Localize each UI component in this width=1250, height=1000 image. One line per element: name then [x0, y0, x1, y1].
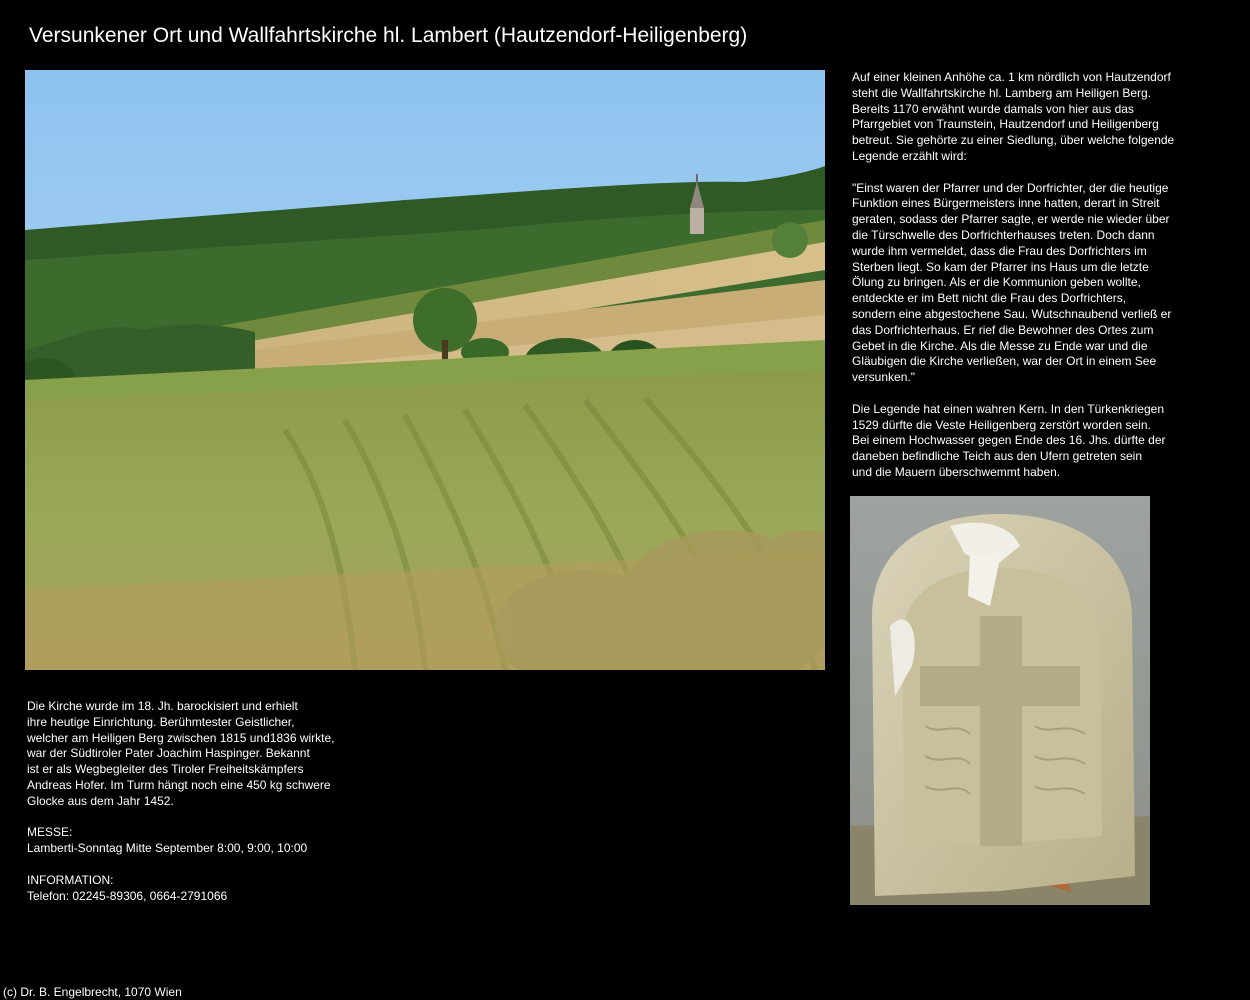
legend-paragraph: "Einst waren der Pfarrer und der Dorfrichter, der die heutige Funktion eines Bürgermeisters inne hatten, derart in Streit geraten, sodass der Pfarrer sagte, er werde nie wieder über die Türschwelle des Dorfrichterhauses treten. Doch dann wurde ihm vermeldet, dass die Frau des Dorfrichters im Sterben liegt. So kam der Pfarrer ins Haus um die letzte Ölung zu bringen. Als er die Kommunion geben wollte, entdeckte er im Bett nicht die Frau des Dorfrichters, sondern eine abgestochene Sau. Wutschnaubend verließ er das Dorfrichterhaus. Er rief die Bewohner des Ortes zum Gebet in die Kirche. Als die Messe zu Ende war und die Gläubigen die Kirche verließen, war der Ort in einem See versunken."	[852, 180, 1172, 385]
intro-paragraph: Auf einer kleinen Anhöhe ca. 1 km nördlich von Hautzendorf steht die Wallfahrtskirche hl. Lamberg am Heiligen Berg. Bereits 1170 erwähnt wurde damals von hier aus das Pfarrgebiet von Traunstein, Hautzendorf und Heiligenberg betreut. Sie gehörte zu einer Siedlung, über welche folgende Legende erzählt wird:	[852, 70, 1175, 163]
description-left	[27, 699, 357, 904]
history-paragraph: Die Legende hat einen wahren Kern. In den Türkenkriegen 1529 dürfte die Veste Heiligenberg zerstört worden sein. Bei einem Hochwasser gegen Ende des 16. Jhs. dürfte der daneben befindliche Teich aus den Ufern getreten sein und die Mauern überschwemmt haben.	[852, 401, 1166, 479]
copyright-footer: (c) Dr. B. Engelbrecht, 1070 Wien	[3, 985, 182, 999]
church-paragraph: Die Kirche wurde im 18. Jh. barockisiert und erhielt ihre heutige Einrichtung. Berühmtester Geistlicher, welcher am Heiligen Berg zwischen 1815 und1836 wirkte, war der Südtiroler Pater Joachim Haspinger. Bekannt ist er als Wegbegleiter des Tiroler Freiheitskämpfers Andreas Hofer. Im Turm hängt noch eine 450 kg schwere Glocke aus dem Jahr 1452.	[27, 699, 335, 808]
mass-times: MESSE: Lamberti-Sonntag Mitte September 8:00, 9:00, 10:00	[27, 825, 308, 856]
stone-cross-photo	[850, 496, 1150, 905]
description-right	[852, 70, 1197, 481]
landscape-photo	[25, 70, 825, 670]
contact-info: INFORMATION: Telefon: 02245-89306, 0664-2791066	[27, 872, 228, 903]
page-title: Versunkener Ort und Wallfahrtskirche hl. Lambert (Hautzendorf-Heiligenberg)	[29, 24, 748, 47]
